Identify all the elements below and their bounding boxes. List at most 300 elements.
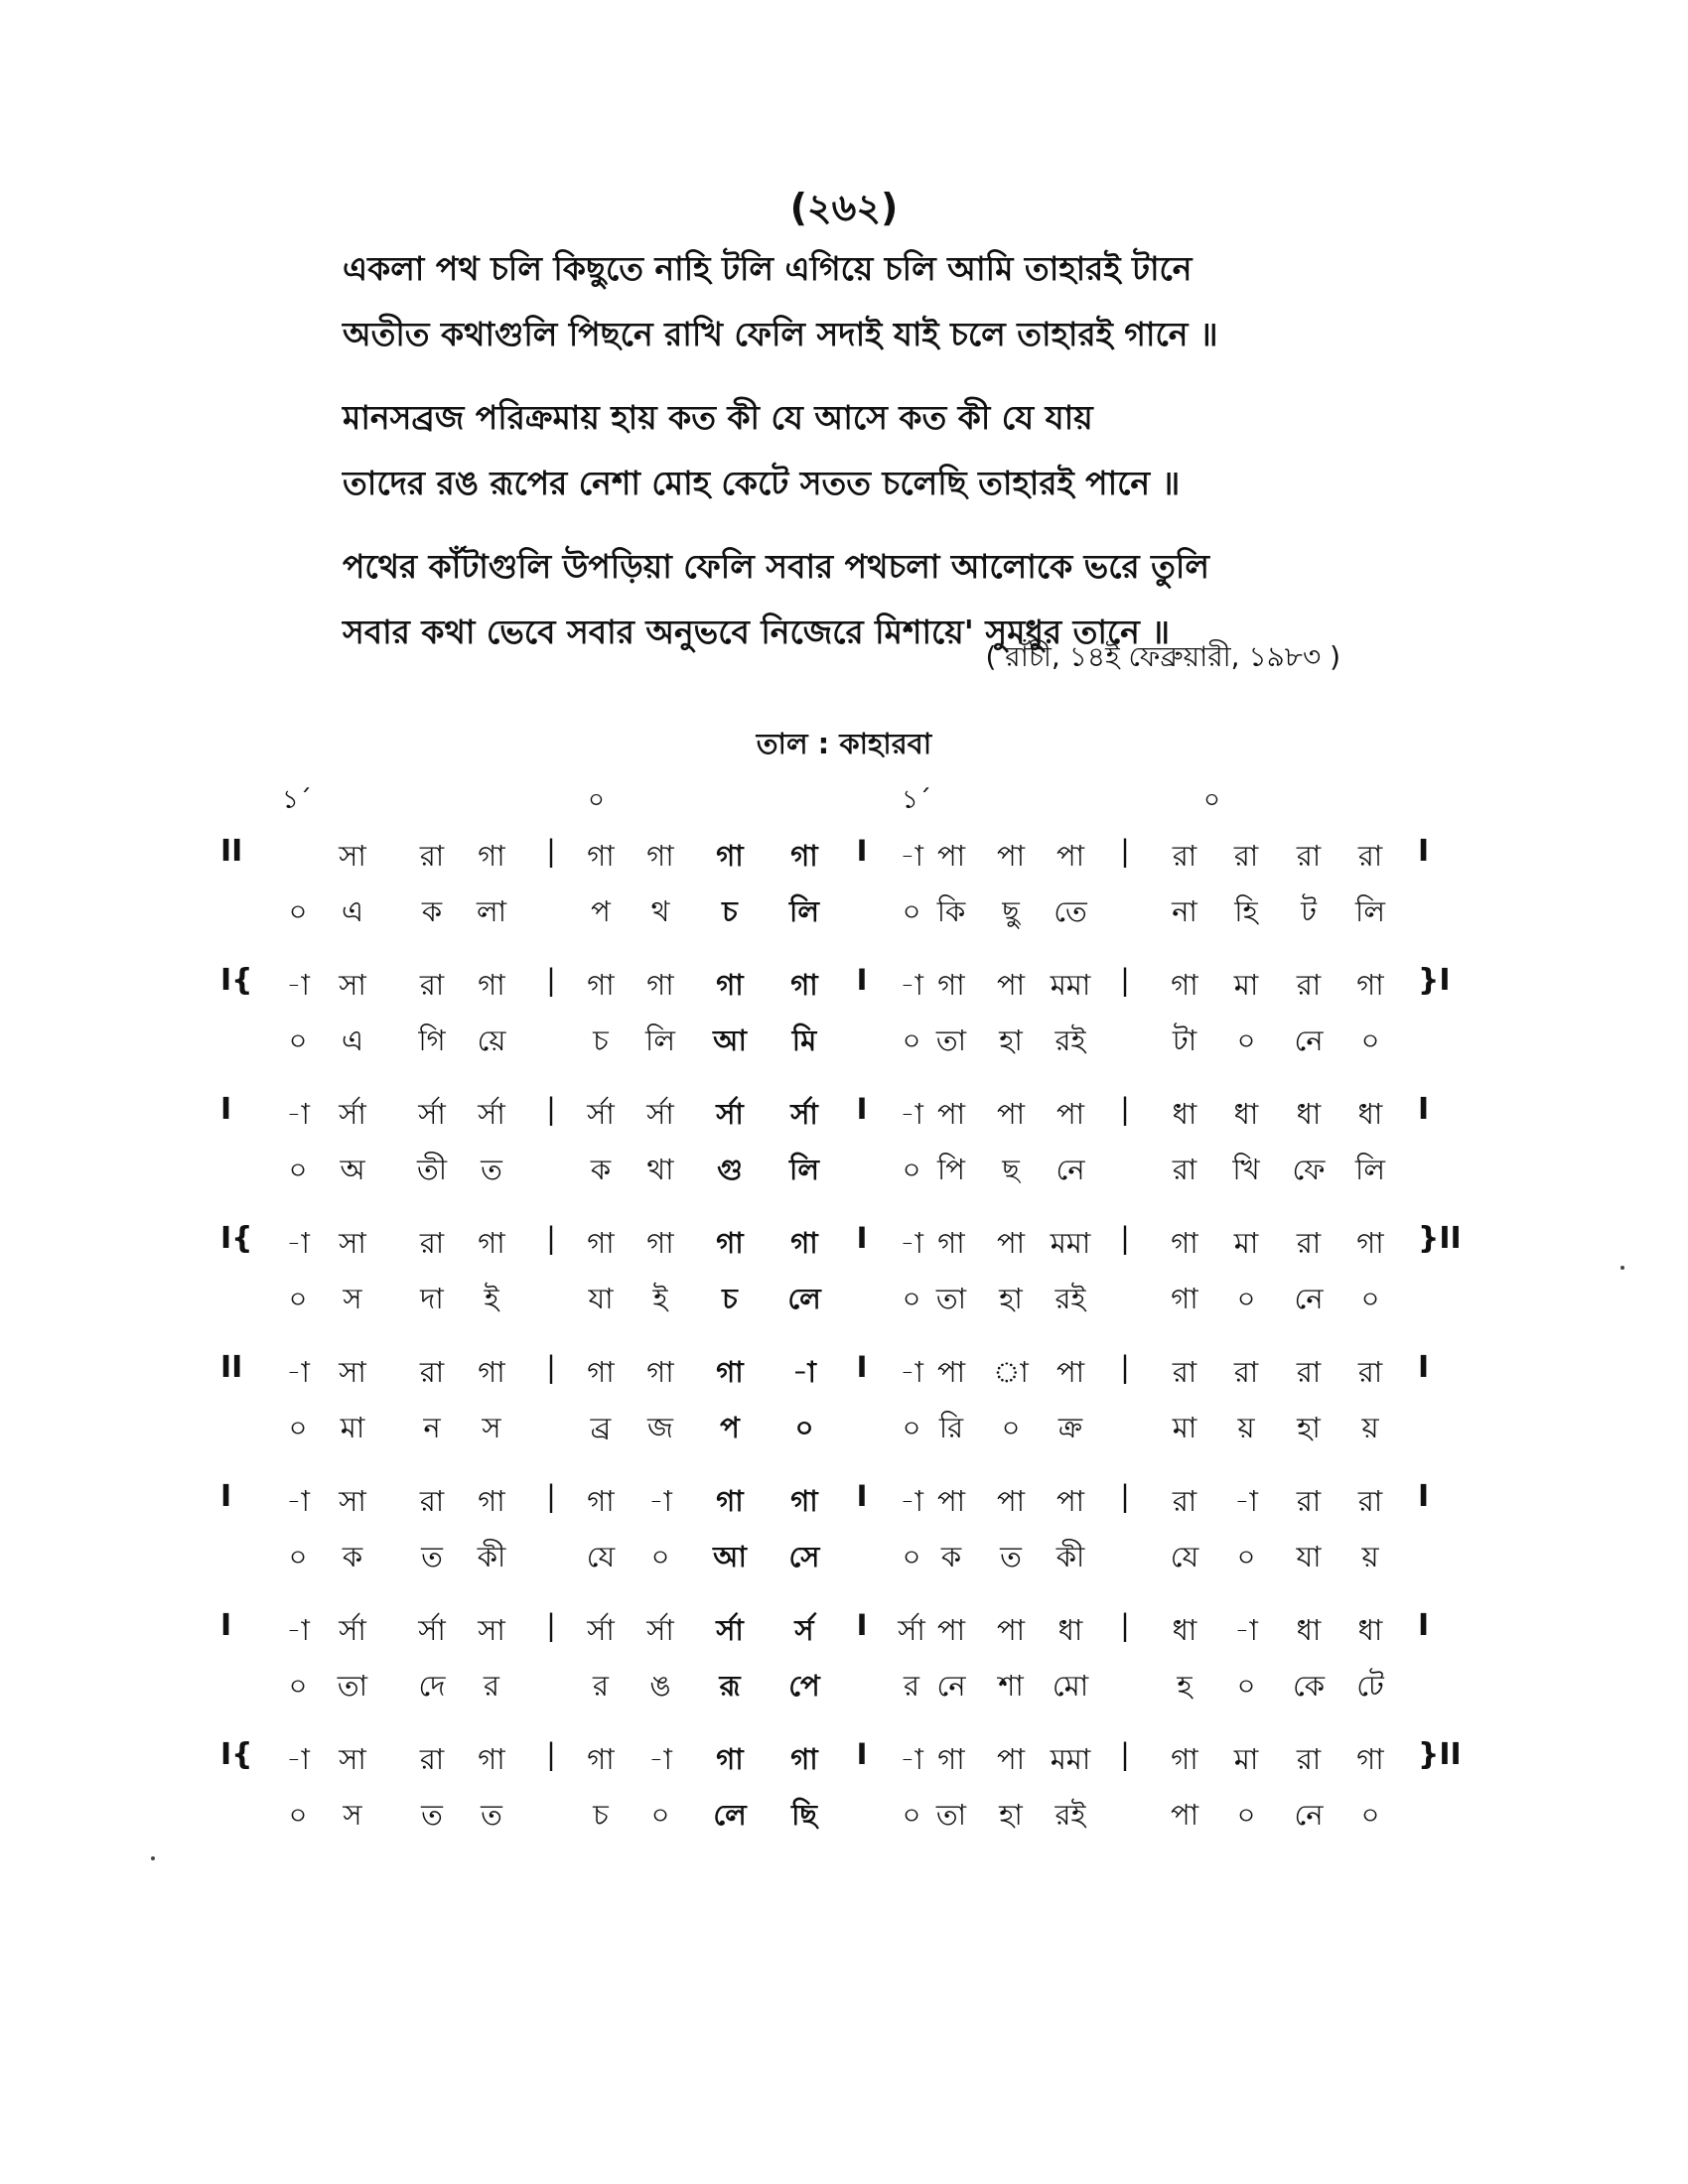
swara-cell: রা (419, 1226, 445, 1260)
swara-cell: গা (716, 1226, 744, 1260)
swara-cell: গা (716, 968, 744, 1002)
swara-cell: ধা (1357, 1097, 1383, 1131)
syllable-cell: ত (1000, 1540, 1022, 1573)
stanza (343, 236, 1415, 367)
swara-cell: পা (1055, 1097, 1085, 1131)
swara-cell: রা (1296, 1484, 1322, 1518)
syllable-cell: ০ (650, 1540, 670, 1573)
swara-cell: রা (1172, 1484, 1197, 1518)
lyric-line: মানসব্রজ পরিক্রমায় হায় কত কী যে আসে কত কী যে যায় (343, 398, 1093, 437)
swara-cell: গা (478, 968, 505, 1002)
swara-cell: I (856, 1092, 868, 1126)
swara-cell: | (546, 1479, 556, 1513)
syllable-cell: তা (935, 1024, 967, 1057)
syllable-cell: নে (1294, 1282, 1324, 1315)
swara-cell: গা (646, 839, 674, 873)
syllable-cell: ০ (1236, 1024, 1256, 1057)
syllable-cell: নে (1055, 1153, 1085, 1186)
swara-cell: রা (1296, 1742, 1322, 1776)
swara-cell: গা (1356, 1742, 1384, 1776)
syllable-cell: হ (1177, 1669, 1193, 1703)
syllable-cell: অ (340, 1153, 365, 1186)
close-barline: }II (1418, 1221, 1462, 1256)
swara-cell: র্সা (478, 1097, 505, 1131)
swara-cell: গা (1356, 968, 1384, 1002)
swara-cell: I (856, 963, 868, 997)
swara-cell: গা (937, 1742, 965, 1776)
syllable-cell: দে (418, 1669, 446, 1703)
syllable-cell: র (484, 1669, 499, 1703)
swara-cell: সা (339, 1484, 366, 1518)
syllable-cell: স (343, 1798, 362, 1832)
syllable-cell: আ (713, 1540, 747, 1573)
syllable-row (0, 1406, 1688, 1461)
syllable-cell: যে (586, 1540, 616, 1573)
swara-cell: গা (790, 1742, 818, 1776)
swara-cell: র্সা (646, 1097, 674, 1131)
swara-row (0, 1221, 1688, 1277)
swara-cell: র্সা (898, 1613, 925, 1647)
syllable-cell: রা (1172, 1153, 1197, 1186)
syllable-cell: সে (788, 1540, 820, 1573)
notation-block (0, 1350, 1688, 1479)
notation-block (0, 1092, 1688, 1221)
open-barline: II (220, 1350, 243, 1385)
notation-table (0, 834, 1688, 1866)
swara-cell: রা (419, 839, 445, 873)
syllable-cell: তা (935, 1798, 967, 1832)
swara-cell: | (546, 1737, 556, 1771)
swara-cell: গা (716, 839, 744, 873)
swara-cell: র্স (794, 1613, 814, 1647)
swara-cell: পা (1055, 1355, 1085, 1389)
swara-cell: রা (419, 1355, 445, 1389)
swara-cell: | (1120, 1092, 1130, 1126)
syllable-cell: রূ (719, 1669, 741, 1703)
swara-cell: রা (1296, 1226, 1322, 1260)
swara-cell: সা (339, 839, 366, 873)
swara-cell: রা (1357, 1355, 1383, 1389)
swara-cell: মমা (1050, 968, 1091, 1002)
open-barline: I{ (220, 1221, 253, 1256)
close-barline: I (1418, 834, 1430, 869)
syllable-cell: চ (722, 894, 738, 928)
swara-cell: গা (790, 1226, 818, 1260)
swara-cell: পা (996, 839, 1026, 873)
notation-block (0, 1221, 1688, 1350)
swara-row (0, 834, 1688, 889)
taal-title: তাল : কাহারবা (756, 727, 932, 760)
swara-cell: গা (587, 1742, 615, 1776)
beat-mark: ০ (588, 785, 605, 815)
syllable-cell: ঙ (649, 1669, 671, 1703)
syllable-cell: ই (652, 1282, 668, 1315)
swara-cell: পা (996, 968, 1026, 1002)
swara-cell: গা (478, 1226, 505, 1260)
swara-cell: র্সা (716, 1613, 744, 1647)
swara-cell: গা (790, 839, 818, 873)
syllable-cell: মি (791, 1024, 817, 1057)
swara-cell: গা (587, 1484, 615, 1518)
swara-cell: পা (1055, 839, 1085, 873)
syllable-cell: ০ (1236, 1540, 1256, 1573)
syllable-cell: ট (1301, 894, 1317, 928)
close-barline: }I (1418, 963, 1451, 998)
syllable-cell: ০ (902, 1282, 921, 1315)
swara-cell: র্সা (339, 1613, 366, 1647)
syllable-cell: রি (938, 1411, 964, 1444)
syllable-cell: ০ (902, 1798, 921, 1832)
swara-cell: ধা (1233, 1097, 1259, 1131)
syllable-cell: ন (423, 1411, 441, 1444)
syllable-cell: ০ (902, 1024, 921, 1057)
swara-cell: সা (339, 968, 366, 1002)
syllable-cell: লা (476, 894, 507, 928)
swara-row (0, 1350, 1688, 1406)
swara-cell: ধা (1172, 1097, 1197, 1131)
syllable-cell: ক্র (1057, 1411, 1083, 1444)
notation-block (0, 1479, 1688, 1608)
close-barline: }II (1418, 1737, 1462, 1772)
lyrics (343, 236, 1415, 683)
syllable-cell: ০ (288, 1669, 308, 1703)
swara-cell: -া (900, 839, 923, 873)
swara-cell: মা (1233, 968, 1259, 1002)
swara-cell: -া (286, 968, 310, 1002)
syllable-cell: নে (1294, 1024, 1324, 1057)
lyric-line: পথের কাঁটাগুলি উপড়িয়া ফেলি সবার পথচলা আলোকে ভরে তুলি (343, 547, 1209, 586)
swara-cell: র্সা (418, 1613, 446, 1647)
swara-cell: রা (1233, 1355, 1259, 1389)
swara-cell: | (546, 1092, 556, 1126)
notation-block (0, 834, 1688, 963)
swara-cell: সা (339, 1355, 366, 1389)
syllable-cell: কি (936, 894, 966, 928)
swara-row (0, 1092, 1688, 1148)
swara-cell: -া (900, 1226, 923, 1260)
swara-cell: র্সা (790, 1097, 818, 1131)
swara-cell: -া (1234, 1484, 1258, 1518)
syllable-cell: স (482, 1411, 501, 1444)
syllable-cell: ০ (288, 1411, 308, 1444)
syllable-cell: খি (1232, 1153, 1260, 1186)
syllable-cell: ক (940, 1540, 962, 1573)
swara-cell: -া (792, 1355, 816, 1389)
swara-cell: পা (1055, 1484, 1085, 1518)
syllable-cell: গা (1171, 1282, 1198, 1315)
lyric-line: তাদের রঙ রূপের নেশা মোহ কেটে সতত চলেছি তাহারই পানে ॥ (343, 464, 1181, 502)
lyric-line: একলা পথ চলি কিছুতে নাহি টলি এগিয়ে চলি আমি তাহারই টানে (343, 249, 1193, 288)
syllable-cell: চ (593, 1798, 609, 1832)
syllable-cell: টা (1172, 1024, 1197, 1057)
stray-dot (1620, 1266, 1624, 1270)
syllable-cell: হা (999, 1024, 1023, 1057)
syllable-cell: ০ (902, 1411, 921, 1444)
swara-cell: -া (648, 1742, 672, 1776)
syllable-cell: চ (593, 1024, 609, 1057)
syllable-cell: জ (647, 1411, 673, 1444)
swara-cell: -া (286, 1613, 310, 1647)
swara-cell: -া (286, 1355, 310, 1389)
syllable-cell: গি (418, 1024, 446, 1057)
swara-cell: রা (419, 1742, 445, 1776)
swara-cell: -া (286, 1226, 310, 1260)
swara-cell: রা (1296, 839, 1322, 873)
syllable-cell: ক (421, 894, 443, 928)
swara-cell: পা (996, 1484, 1026, 1518)
syllable-cell: লি (645, 1024, 675, 1057)
swara-cell: সা (339, 1742, 366, 1776)
swara-cell: রা (1296, 1355, 1322, 1389)
syllable-row (0, 1019, 1688, 1074)
date-line: ( রাঁচী, ১৪ই ফেব্রুয়ারী, ১৯৮৩ ) (985, 640, 1340, 673)
open-barline: I (220, 1092, 232, 1127)
swara-row (0, 963, 1688, 1019)
syllable-cell: রই (1055, 1282, 1086, 1315)
swara-cell: গা (587, 1226, 615, 1260)
beat-mark: ১´ (282, 785, 312, 815)
syllable-cell: ০ (650, 1798, 670, 1832)
syllable-cell: ত (421, 1540, 443, 1573)
close-barline: I (1418, 1350, 1430, 1385)
syllable-cell: র (904, 1669, 919, 1703)
syllable-cell: যে (1170, 1540, 1199, 1573)
syllable-cell: থ (650, 894, 670, 928)
swara-cell: গা (937, 968, 965, 1002)
swara-cell: পা (996, 1097, 1026, 1131)
syllable-cell: লি (789, 1153, 819, 1186)
stray-dot (151, 1856, 155, 1860)
swara-cell: গা (478, 839, 505, 873)
syllable-cell: মো (1052, 1669, 1089, 1703)
swara-cell: | (1120, 1221, 1130, 1255)
syllable-cell: টে (1356, 1669, 1384, 1703)
swara-cell: গা (716, 1484, 744, 1518)
syllable-cell: ব্র (590, 1411, 612, 1444)
syllable-cell: ০ (902, 1153, 921, 1186)
syllable-cell: ছ (1002, 1153, 1020, 1186)
syllable-cell: মা (1172, 1411, 1197, 1444)
close-barline: I (1418, 1608, 1430, 1643)
syllable-cell: ক (590, 1153, 612, 1186)
syllable-cell: ০ (902, 894, 921, 928)
syllable-cell: ০ (1236, 1282, 1256, 1315)
syllable-cell: ০ (1236, 1798, 1256, 1832)
swara-cell: গা (1171, 968, 1198, 1002)
syllable-cell: ত (421, 1798, 443, 1832)
swara-cell: মমা (1050, 1226, 1091, 1260)
swara-cell: -া (900, 1484, 923, 1518)
swara-cell: রা (1172, 1355, 1197, 1389)
swara-cell: রা (1172, 839, 1197, 873)
swara-cell: -া (648, 1484, 672, 1518)
swara-cell: গা (937, 1226, 965, 1260)
syllable-cell: কী (1055, 1540, 1085, 1573)
syllable-cell: স (343, 1282, 362, 1315)
swara-cell: I (856, 1479, 868, 1513)
beat-mark: ০ (1203, 785, 1220, 815)
swara-cell: গা (1356, 1226, 1384, 1260)
swara-cell: ধা (1357, 1613, 1383, 1647)
swara-cell: রা (419, 1484, 445, 1518)
swara-cell: -া (1234, 1613, 1258, 1647)
swara-cell: | (1120, 1479, 1130, 1513)
swara-cell: র্সা (418, 1097, 446, 1131)
syllable-cell: হা (1297, 1411, 1321, 1444)
close-barline: I (1418, 1479, 1430, 1514)
syllable-cell: দা (420, 1282, 444, 1315)
syllable-cell: তী (416, 1153, 448, 1186)
notation-block (0, 1608, 1688, 1737)
swara-cell: -া (900, 1355, 923, 1389)
open-barline: I{ (220, 963, 253, 998)
swara-cell: ধা (1296, 1613, 1322, 1647)
notation-block (0, 1737, 1688, 1866)
syllable-cell: হা (999, 1282, 1023, 1315)
swara-cell: র্সা (716, 1097, 744, 1131)
swara-cell: গা (646, 1355, 674, 1389)
swara-cell: গা (716, 1355, 744, 1389)
syllable-cell: ০ (288, 1798, 308, 1832)
open-barline: I{ (220, 1737, 253, 1772)
syllable-cell: নে (1294, 1798, 1324, 1832)
syllable-cell: য় (1361, 1540, 1379, 1573)
swara-cell: পা (936, 1484, 966, 1518)
swara-cell: | (546, 1350, 556, 1384)
syllable-cell: পা (1170, 1798, 1199, 1832)
syllable-row (0, 1664, 1688, 1719)
stanza (343, 385, 1415, 516)
swara-cell: ধা (1057, 1613, 1083, 1647)
swara-cell: মমা (1050, 1742, 1091, 1776)
syllable-cell: কী (477, 1540, 506, 1573)
swara-cell: -া (900, 1097, 923, 1131)
syllable-cell: ০ (288, 894, 308, 928)
swara-cell: গা (790, 968, 818, 1002)
swara-cell: রা (1296, 968, 1322, 1002)
syllable-cell: এ (341, 894, 364, 928)
swara-cell: | (1120, 1737, 1130, 1771)
syllable-cell: তা (935, 1282, 967, 1315)
syllable-cell: হি (1234, 894, 1258, 928)
lyric-line: সবার কথা ভেবে সবার অনুভবে নিজেরে মিশায়ে' সুমধুর তানে ॥ (343, 613, 1171, 651)
swara-cell: -া (286, 1484, 310, 1518)
swara-cell: রা (1233, 839, 1259, 873)
swara-cell: ধা (1296, 1097, 1322, 1131)
syllable-row (0, 889, 1688, 945)
swara-cell: -া (286, 1097, 310, 1131)
swara-cell: পা (936, 1355, 966, 1389)
syllable-cell: ০ (288, 1153, 308, 1186)
syllable-cell: আ (713, 1024, 747, 1057)
syllable-cell: যা (588, 1282, 614, 1315)
syllable-cell: য়ে (477, 1024, 506, 1057)
close-barline: I (1418, 1092, 1430, 1127)
syllable-cell: চ (722, 1282, 738, 1315)
syllable-cell: ফে (1292, 1153, 1326, 1186)
swara-cell: | (546, 1221, 556, 1255)
syllable-cell: তে (1054, 894, 1087, 928)
swara-cell: গা (716, 1742, 744, 1776)
syllable-cell: শা (998, 1669, 1024, 1703)
swara-cell: | (1120, 1608, 1130, 1642)
swara-cell: গা (646, 1226, 674, 1260)
beat-mark: ১´ (902, 785, 931, 815)
swara-cell: | (546, 963, 556, 997)
syllable-row (0, 1277, 1688, 1332)
syllable-cell: ০ (1360, 1024, 1380, 1057)
syllable-cell: ০ (288, 1024, 308, 1057)
syllable-cell: র (593, 1669, 609, 1703)
syllable-cell: লে (787, 1282, 821, 1315)
swara-cell: গা (1171, 1226, 1198, 1260)
swara-row (0, 1479, 1688, 1535)
syllable-cell: এ (341, 1024, 364, 1057)
syllable-cell: ০ (1001, 1411, 1021, 1444)
swara-cell: রা (1357, 839, 1383, 873)
swara-cell: া (993, 1355, 1029, 1389)
swara-cell: গা (587, 968, 615, 1002)
swara-cell: পা (936, 839, 966, 873)
swara-cell: গা (587, 839, 615, 873)
swara-cell: | (1120, 963, 1130, 997)
swara-cell: সা (478, 1613, 505, 1647)
syllable-cell: ছু (1002, 894, 1020, 928)
syllable-cell: গু (717, 1153, 743, 1186)
swara-cell: | (1120, 1350, 1130, 1384)
syllable-cell: লি (789, 894, 819, 928)
swara-cell: পা (996, 1742, 1026, 1776)
syllable-cell: ০ (288, 1282, 308, 1315)
swara-cell: | (546, 1608, 556, 1642)
syllable-cell: যা (1296, 1540, 1322, 1573)
swara-cell: গা (646, 968, 674, 1002)
syllable-row (0, 1148, 1688, 1203)
swara-cell: র্সা (339, 1097, 366, 1131)
syllable-row (0, 1793, 1688, 1848)
page-number: (২৬২) (789, 186, 899, 229)
syllable-cell: হা (999, 1798, 1023, 1832)
syllable-cell: রই (1055, 1024, 1086, 1057)
swara-row (0, 1737, 1688, 1793)
syllable-cell: লি (1355, 894, 1385, 928)
swara-cell: ধা (1172, 1613, 1197, 1647)
syllable-cell: প (720, 1411, 740, 1444)
open-barline: I (220, 1608, 232, 1643)
lyric-line: অতীত কথাগুলি পিছনে রাখি ফেলি সদাই যাই চলে তাহারই গানে ॥ (343, 315, 1218, 353)
swara-cell: | (1120, 834, 1130, 868)
beat-marks (0, 779, 1688, 819)
syllable-cell: ছি (791, 1798, 817, 1832)
swara-cell: মা (1233, 1226, 1259, 1260)
swara-cell: মা (1233, 1742, 1259, 1776)
syllable-cell: তা (337, 1669, 368, 1703)
syllable-cell: লি (1355, 1153, 1385, 1186)
syllable-cell: পি (937, 1153, 965, 1186)
swara-cell: গা (587, 1355, 615, 1389)
syllable-cell: থা (646, 1153, 674, 1186)
swara-cell: পা (936, 1097, 966, 1131)
open-barline: II (220, 834, 243, 869)
syllable-cell: রই (1055, 1798, 1086, 1832)
swara-cell: -া (286, 1742, 310, 1776)
syllable-cell: নে (936, 1669, 966, 1703)
syllable-cell: লে (713, 1798, 747, 1832)
swara-cell: রা (419, 968, 445, 1002)
syllable-cell: ক (342, 1540, 363, 1573)
syllable-cell: য় (1361, 1411, 1379, 1444)
swara-cell: -া (900, 968, 923, 1002)
